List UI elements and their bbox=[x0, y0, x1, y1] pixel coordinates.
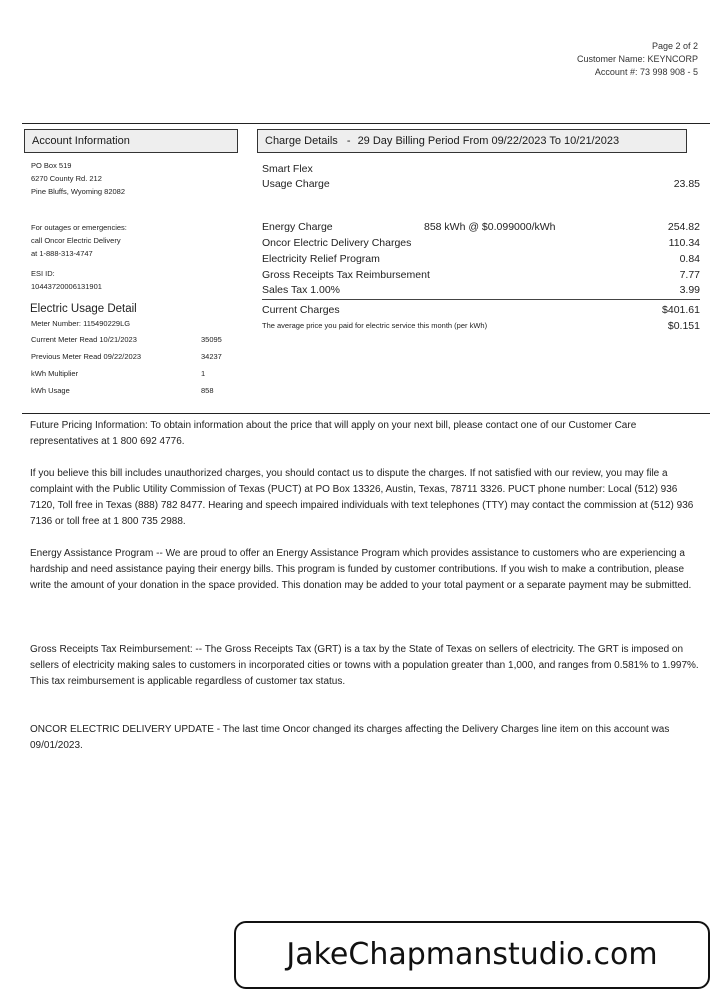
account-info-title: Account Information bbox=[32, 135, 130, 147]
usage-row-value: 858 bbox=[201, 386, 214, 395]
watermark-box bbox=[234, 921, 710, 989]
average-price-value: $0.151 bbox=[667, 320, 700, 332]
outage-line: at 1-888-313-4747 bbox=[31, 249, 93, 258]
current-charges-label: Current Charges bbox=[262, 304, 340, 316]
current-charges-row bbox=[262, 304, 700, 316]
outage-line: call Oncor Electric Delivery bbox=[31, 236, 121, 245]
charge-label: Energy Charge bbox=[262, 221, 333, 233]
usage-row-label: kWh Usage bbox=[31, 386, 70, 395]
account-info-header bbox=[24, 129, 238, 153]
usage-row bbox=[31, 385, 231, 402]
charge-label: Sales Tax 1.00% bbox=[262, 284, 341, 296]
charge-detail: 858 kWh @ $0.099000/kWh bbox=[424, 221, 556, 233]
usage-row-value: 35095 bbox=[201, 335, 222, 344]
outage-line: For outages or emergencies: bbox=[31, 223, 127, 232]
billing-period: 29 Day Billing Period From 09/22/2023 To 10/21/2023 bbox=[357, 135, 620, 147]
future-pricing-paragraph: Future Pricing Information: To obtain information about the price that will apply on your next bill, please contact one of our Customer Care representatives at 1 800 692 4776. bbox=[30, 420, 637, 447]
usage-row-value: 1 bbox=[201, 369, 206, 378]
charge-value: 110.34 bbox=[668, 237, 700, 249]
section-divider bbox=[22, 413, 710, 414]
charge-row bbox=[262, 284, 700, 296]
energy-assistance-paragraph: Energy Assistance Program -- We are proud to offer an Energy Assistance Program which provides assistance to customers who are experiencing a hardship and need assistance paying their energy bills. This program is funded by customer contributions. If you wish to make a contribution, please write the amount of your donation in the space provided. This donation may be added to your total payment or a separate payment may be submitted. bbox=[30, 548, 692, 591]
usage-detail-title: Electric Usage Detail bbox=[30, 303, 137, 315]
page-header bbox=[577, 40, 698, 79]
watermark-text: JakeChapmanstudio.com bbox=[286, 937, 658, 972]
address-line: 6270 County Rd. 212 bbox=[31, 174, 102, 183]
esi-label: ESI ID: bbox=[31, 269, 55, 278]
charge-row bbox=[262, 269, 700, 281]
usage-charge-label: Usage Charge bbox=[262, 178, 330, 190]
oncor-update-paragraph: ONCOR ELECTRIC DELIVERY UPDATE - The last time Oncor changed its charges affecting the Delivery Charges line item on this account was 09/01/2023. bbox=[30, 724, 670, 751]
usage-row-label: kWh Multiplier bbox=[31, 369, 79, 378]
page-number: Page 2 of 2 bbox=[651, 41, 698, 51]
meter-number: Meter Number: 115490229LG bbox=[31, 319, 131, 328]
usage-row-label: Current Meter Read 10/21/2023 bbox=[31, 335, 137, 344]
charge-value: 254.82 bbox=[667, 221, 700, 233]
outage-info bbox=[31, 222, 127, 259]
usage-detail-table bbox=[31, 334, 231, 402]
average-price-row bbox=[262, 320, 700, 332]
charge-row bbox=[262, 221, 700, 233]
usage-charge-value: 23.85 bbox=[673, 178, 700, 190]
top-divider bbox=[22, 123, 710, 124]
usage-row-value: 34237 bbox=[201, 352, 222, 361]
usage-charge-row bbox=[262, 178, 700, 190]
charge-label: Oncor Electric Delivery Charges bbox=[262, 237, 412, 249]
dispute-paragraph: If you believe this bill includes unauthorized charges, you should contact us to dispute the charges. If not satisfied with our review, you may file a complaint with the Public Utility Commission of Texas (PUCT) at PO Box 13326, Austin, Texas, 78711 3326. PUCT phone number: Local (512) 936 7120, Toll free in Texas (888) 782 8477. Hearing and speech impaired individuals with text telephones (TTY) may contact the commission at (512) 936 7136 or toll free at 1 800 735 2988. bbox=[30, 468, 694, 527]
plan-name: Smart Flex bbox=[262, 163, 313, 175]
esi-id bbox=[31, 268, 102, 292]
plan-name-row bbox=[262, 163, 700, 175]
address-line: Pine Bluffs, Wyoming 82082 bbox=[31, 187, 126, 196]
current-charges-divider bbox=[262, 299, 700, 300]
current-charges-value: $401.61 bbox=[662, 304, 700, 316]
charge-value: 0.84 bbox=[679, 253, 700, 265]
charge-details-header: Charge Details - 29 Day Billing Period From 09/22/2023 To 10/21/2023 bbox=[257, 129, 687, 153]
usage-row bbox=[31, 351, 231, 368]
customer-name: Customer Name: KEYNCORP bbox=[576, 54, 698, 64]
grt-paragraph: Gross Receipts Tax Reimbursement: -- The Gross Receipts Tax (GRT) is a tax by the State of Texas on sellers of electricity. The GRT is imposed on sellers of electricity making sales to customers in incorporated cities or towns with a population greater than 1,000, and ranges from 0.581% to 1.997%. This tax reimbursement is applicable regardless of customer tax status. bbox=[30, 644, 699, 687]
usage-row-label: Previous Meter Read 09/22/2023 bbox=[31, 352, 142, 361]
charge-label: Gross Receipts Tax Reimbursement bbox=[262, 269, 430, 281]
charge-value: 7.77 bbox=[679, 269, 700, 281]
average-price-label: The average price you paid for electric service this month (per kWh) bbox=[262, 321, 488, 330]
charge-label: Electricity Relief Program bbox=[262, 253, 380, 265]
account-address bbox=[31, 160, 125, 197]
charge-row bbox=[262, 253, 700, 265]
usage-row bbox=[31, 334, 231, 351]
charge-value: 3.99 bbox=[679, 284, 700, 296]
esi-value: 10443720006131901 bbox=[31, 282, 102, 291]
address-line: PO Box 519 bbox=[31, 161, 72, 170]
account-number: Account #: 73 998 908 - 5 bbox=[594, 67, 698, 77]
charge-row bbox=[262, 237, 700, 249]
charge-details-title: Charge Details bbox=[265, 135, 338, 147]
usage-row bbox=[31, 368, 231, 385]
